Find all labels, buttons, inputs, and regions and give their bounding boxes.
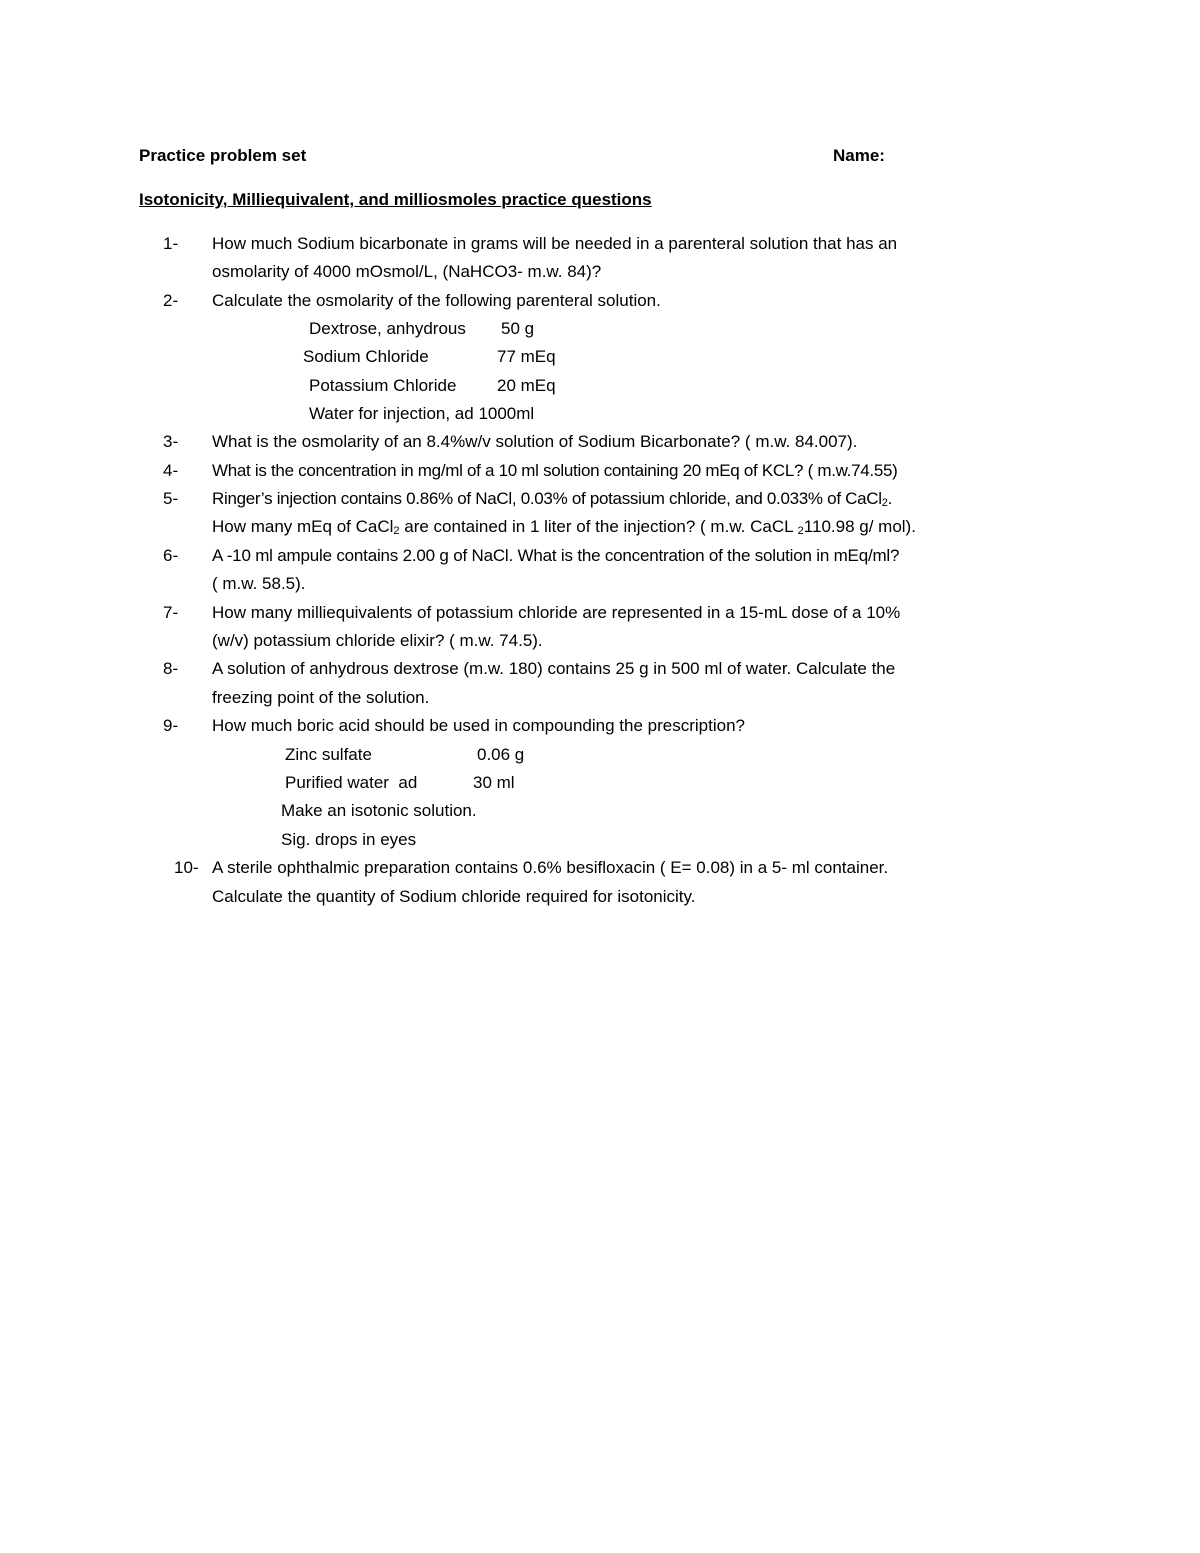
- ingredient-name: Sodium Chloride: [303, 347, 429, 366]
- ingredient-name: Dextrose, anhydrous: [309, 319, 466, 338]
- ingredient-quantity: 30 ml: [473, 773, 515, 792]
- question-number: 8-: [163, 659, 179, 678]
- question-text: ( m.w. 58.5).: [212, 574, 306, 593]
- ingredient-quantity: 20 mEq: [497, 376, 556, 395]
- question-text: Ringer’s injection contains 0.86% of NaCl, 0.03% of potassium chloride, and 0.033% of CaCl2.: [212, 489, 893, 509]
- question-text: A solution of anhydrous dextrose (m.w. 180) contains 25 g in 500 ml of water. Calculate the: [212, 659, 896, 678]
- question-text: A sterile ophthalmic preparation contains 0.6% besifloxacin ( E= 0.08) in a 5- ml container.: [212, 858, 889, 877]
- instruction-line: Sig. drops in eyes: [281, 830, 417, 849]
- question-text: Calculate the quantity of Sodium chloride required for isotonicity.: [212, 887, 696, 906]
- ingredient-quantity: 0.06 g: [477, 745, 525, 764]
- ingredient-line: Water for injection, ad 1000ml: [309, 404, 535, 423]
- ingredient-name: Zinc sulfate: [285, 745, 372, 764]
- ingredient-quantity: 77 mEq: [497, 347, 556, 366]
- document-title: Practice problem set: [139, 146, 307, 165]
- question-text: How many milliequivalents of potassium chloride are represented in a 15-mL dose of a 10%: [212, 603, 901, 622]
- question-number: 4-: [163, 461, 179, 480]
- question-number: 10-: [174, 858, 199, 877]
- ingredient-quantity: 50 g: [501, 319, 535, 338]
- section-subtitle: Isotonicity, Milliequivalent, and milliosmoles practice questions: [139, 190, 652, 209]
- question-number: 9-: [163, 716, 179, 735]
- question-number: 5-: [163, 489, 179, 508]
- question-number: 6-: [163, 546, 179, 565]
- question-number: 1-: [163, 234, 179, 253]
- question-text: (w/v) potassium chloride elixir? ( m.w. 74.5).: [212, 631, 543, 650]
- question-text: A -10 ml ampule contains 2.00 g of NaCl. What is the concentration of the solution in mEq/ml?: [212, 546, 900, 565]
- name-label: Name:: [833, 146, 885, 165]
- ingredient-name: Potassium Chloride: [309, 376, 457, 395]
- ingredient-name: Purified water ad: [285, 773, 418, 792]
- question-text: How many mEq of CaCl2 are contained in 1 liter of the injection? ( m.w. CaCL 2110.98 g/ mol).: [212, 517, 916, 537]
- instruction-line: Make an isotonic solution.: [281, 801, 477, 820]
- question-number: 7-: [163, 603, 179, 622]
- question-text: freezing point of the solution.: [212, 688, 430, 707]
- question-text: How much Sodium bicarbonate in grams will be needed in a parenteral solution that has an: [212, 234, 898, 253]
- question-text: What is the concentration in mg/ml of a 10 ml solution containing 20 mEq of KCL? ( m.w.74.55): [212, 461, 898, 480]
- question-text: osmolarity of 4000 mOsmol/L, (NaHCO3- m.w. 84)?: [212, 262, 602, 281]
- question-number: 3-: [163, 432, 179, 451]
- question-number: 2-: [163, 291, 179, 310]
- question-text: What is the osmolarity of an 8.4%w/v solution of Sodium Bicarbonate? ( m.w. 84.007).: [212, 432, 858, 451]
- question-text: How much boric acid should be used in compounding the prescription?: [212, 716, 745, 735]
- question-text: Calculate the osmolarity of the following parenteral solution.: [212, 291, 661, 310]
